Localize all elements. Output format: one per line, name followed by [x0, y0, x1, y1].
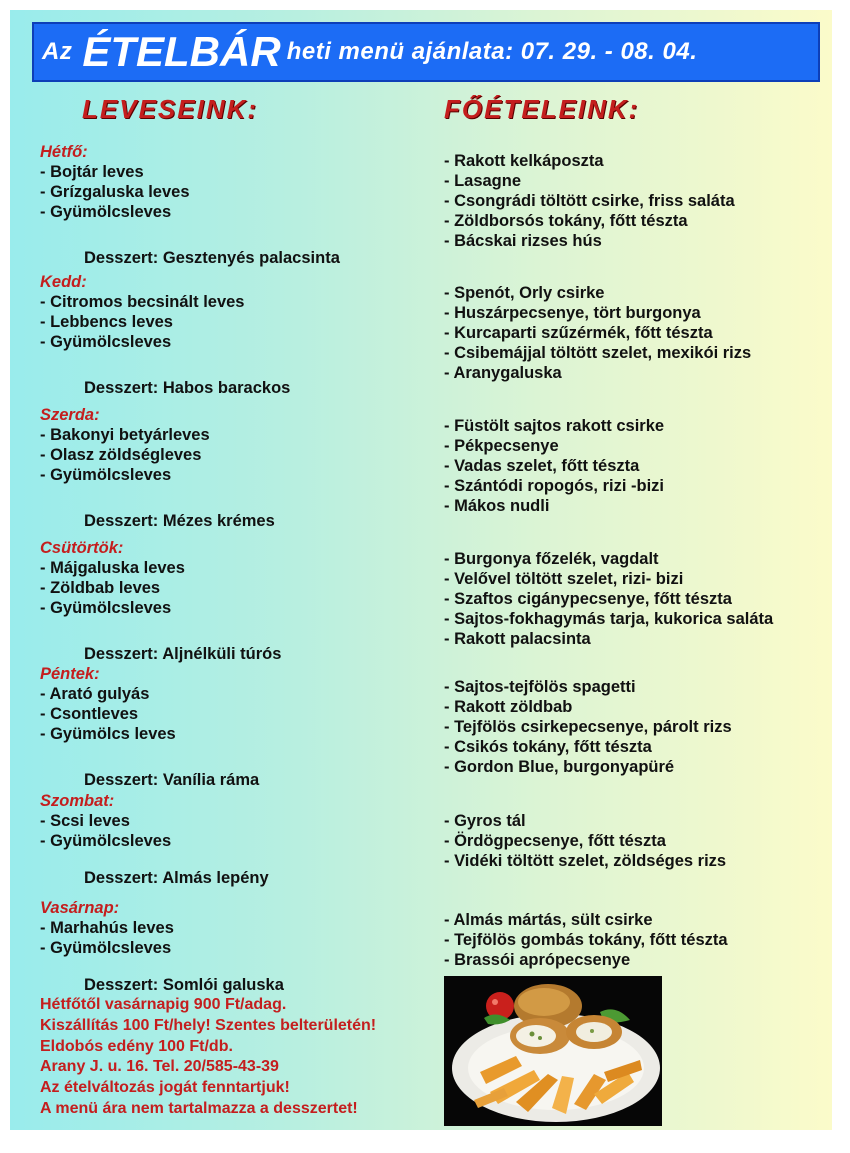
- main-dish-item: - Csongrádi töltött csirke, friss saláta: [444, 192, 735, 210]
- day-label: Vasárnap:: [40, 899, 120, 917]
- main-dish-item: - Vadas szelet, főtt tészta: [444, 457, 640, 475]
- footer-notes: [40, 995, 376, 1120]
- main-dish-item: - Velővel töltött szelet, rizi- bizi: [444, 570, 684, 588]
- main-dish-item: - Csikós tokány, főtt tészta: [444, 738, 652, 756]
- main-dish-item: - Rakott zöldbab: [444, 698, 573, 716]
- main-dish-item: - Brassói aprópecsenye: [444, 951, 631, 969]
- main-dish-item: - Mákos nudli: [444, 497, 550, 515]
- soup-item: - Gyümölcsleves: [40, 939, 172, 957]
- header-banner: [32, 22, 820, 82]
- main-dish-item: - Sajtos-fokhagymás tarja, kukorica saláta: [444, 610, 774, 628]
- main-dish-item: - Rakott palacsinta: [444, 630, 591, 648]
- soup-item: - Gyümölcsleves: [40, 832, 172, 850]
- main-dish-item: - Vidéki töltött szelet, zöldséges rizs: [444, 852, 727, 870]
- main-dish-item: - Burgonya főzelék, vagdalt: [444, 550, 659, 568]
- dessert-item: Desszert: Gesztenyés palacsinta: [84, 249, 340, 267]
- soup-item: - Gyümölcsleves: [40, 466, 172, 484]
- day-label: Péntek:: [40, 665, 100, 683]
- dessert-item: Desszert: Almás lepény: [84, 869, 269, 887]
- main-dish-item: - Ördögpecsenye, főtt tészta: [444, 832, 666, 850]
- day-label: Hétfő:: [40, 143, 88, 161]
- menu-page: [10, 10, 832, 1130]
- dessert-item: Desszert: Mézes krémes: [84, 512, 275, 530]
- main-dish-item: - Huszárpecsenye, tört burgonya: [444, 304, 701, 322]
- soup-item: - Gyümölcsleves: [40, 333, 172, 351]
- soup-item: - Lebbencs leves: [40, 313, 173, 331]
- main-dish-item: - Füstölt sajtos rakott csirke: [444, 417, 665, 435]
- soup-item: - Scsi leves: [40, 812, 130, 830]
- day-label: Kedd:: [40, 273, 87, 291]
- day-label: Csütörtök:: [40, 539, 124, 557]
- main-dish-item: - Szántódi ropogós, rizi -bizi: [444, 477, 664, 495]
- main-dish-item: - Bácskai rizses hús: [444, 232, 602, 250]
- food-photo: [444, 976, 662, 1126]
- main-dish-item: - Rakott kelkáposzta: [444, 152, 604, 170]
- dessert-item: Desszert: Habos barackos: [84, 379, 291, 397]
- soup-item: - Májgaluska leves: [40, 559, 185, 577]
- footer-line: Arany J. u. 16. Tel. 20/585-43-39: [40, 1058, 279, 1076]
- footer-line: Az ételváltozás jogát fenntartjuk!: [40, 1079, 290, 1097]
- day-label: Szerda:: [40, 406, 100, 424]
- soup-item: - Zöldbab leves: [40, 579, 161, 597]
- main-dish-item: - Almás mártás, sült csirke: [444, 911, 653, 929]
- main-dish-item: - Sajtos-tejfölös spagetti: [444, 678, 636, 696]
- main-dish-item: - Pékpecsenye: [444, 437, 559, 455]
- day-label: Szombat:: [40, 792, 115, 810]
- main-dish-item: - Szaftos cigánypecsenye, főtt tészta: [444, 590, 732, 608]
- main-dish-item: - Aranygaluska: [444, 364, 562, 382]
- main-dish-item: - Lasagne: [444, 172, 522, 190]
- soup-item: - Gyümölcs leves: [40, 725, 176, 743]
- footer-line: Kiszállítás 100 Ft/hely! Szentes belterületén!: [40, 1016, 377, 1034]
- header-prefix: Az: [42, 38, 73, 65]
- header-brand: ÉTELBÁR: [82, 28, 281, 75]
- header-suffix: heti menü ajánlata: 07. 29. - 08. 04.: [286, 38, 698, 65]
- soup-item: - Bakonyi betyárleves: [40, 426, 210, 444]
- soup-item: - Grízgaluska leves: [40, 183, 190, 201]
- soup-item: - Olasz zöldségleves: [40, 446, 202, 464]
- dessert-item: Desszert: Somlói galuska: [84, 976, 284, 994]
- soup-item: - Gyümölcsleves: [40, 203, 172, 221]
- dessert-item: Desszert: Vanília ráma: [84, 771, 260, 789]
- dessert-item: Desszert: Aljnélküli túrós: [84, 645, 282, 663]
- main-dish-item: - Kurcaparti szűzérmék, főtt tészta: [444, 324, 713, 342]
- main-dish-item: - Tejfölös gombás tokány, főtt tészta: [444, 931, 728, 949]
- soup-item: - Csontleves: [40, 705, 139, 723]
- food-photo-illustration: [444, 976, 662, 1126]
- footer-line: Eldobós edény 100 Ft/db.: [40, 1037, 233, 1055]
- soup-item: - Citromos becsinált leves: [40, 293, 245, 311]
- main-dish-item: - Zöldborsós tokány, főtt tészta: [444, 212, 688, 230]
- footer-line: A menü ára nem tartalmazza a desszertet!: [40, 1099, 358, 1117]
- main-dish-item: - Csibemájjal töltött szelet, mexikói rizs: [444, 344, 752, 362]
- main-dish-item: - Spenót, Orly csirke: [444, 284, 605, 302]
- mains-heading: FŐÉTELEINK:: [444, 94, 640, 124]
- main-dish-item: - Gordon Blue, burgonyapüré: [444, 758, 675, 776]
- main-dish-item: - Gyros tál: [444, 812, 526, 830]
- soup-item: - Arató gulyás: [40, 685, 150, 703]
- main-dish-item: - Tejfölös csirkepecsenye, párolt rizs: [444, 718, 732, 736]
- soup-item: - Bojtár leves: [40, 163, 144, 181]
- soup-item: - Gyümölcsleves: [40, 599, 172, 617]
- footer-line: Hétfőtől vasárnapig 900 Ft/adag.: [40, 996, 287, 1013]
- soup-item: - Marhahús leves: [40, 919, 174, 937]
- soups-heading: LEVESEINK:: [82, 94, 259, 124]
